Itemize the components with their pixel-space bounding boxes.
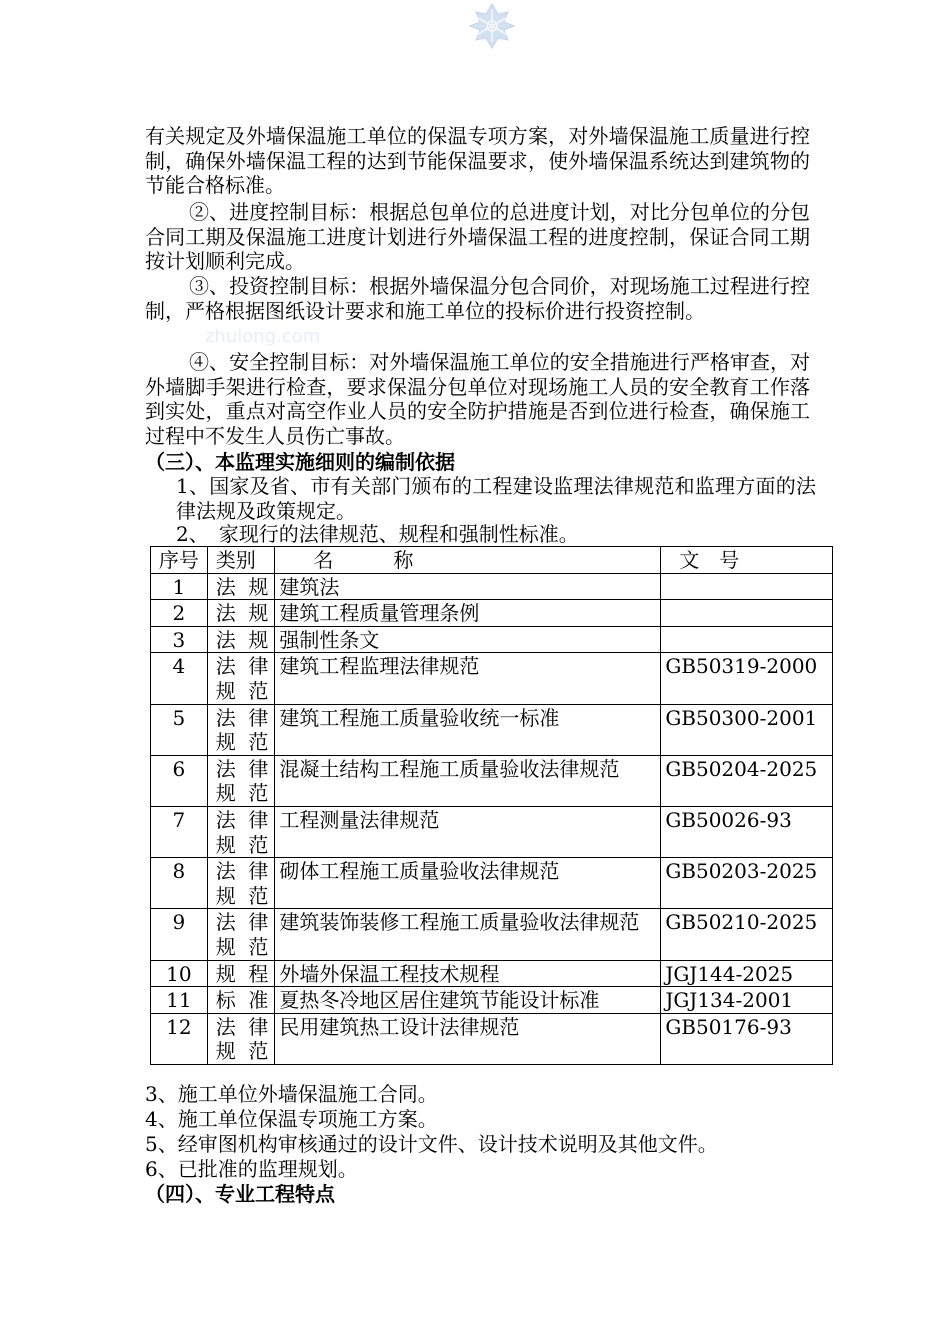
cell-name: 建筑工程施工质量验收统一标准 [275, 704, 661, 755]
cell-name: 混凝土结构工程施工质量验收法律规范 [275, 755, 661, 806]
header-category: 类别 [207, 547, 275, 574]
basis-item-4: 4、施工单位保温专项施工方案。 [145, 1107, 438, 1131]
cell-no: 10 [151, 960, 208, 987]
cell-category: 规程 [207, 960, 275, 987]
cell-category: 法规 [207, 573, 275, 600]
paragraph-investment-target [145, 274, 810, 323]
cell-category: 法律规范 [207, 806, 275, 857]
cell-name: 工程测量法律规范 [275, 806, 661, 857]
cell-category: 法规 [207, 600, 275, 627]
cell-no: 11 [151, 987, 208, 1014]
table-row [151, 960, 833, 987]
table-row [151, 909, 833, 960]
cell-name: 砌体工程施工质量验收法律规范 [275, 858, 661, 909]
basis-item-5: 5、经审图机构审核通过的设计文件、设计技术说明及其他文件。 [145, 1132, 718, 1156]
table-row [151, 653, 833, 704]
cell-no: 1 [151, 573, 208, 600]
cell-code: GB50319-2000 [661, 653, 833, 704]
cell-no: 5 [151, 704, 208, 755]
cell-category: 法律规范 [207, 909, 275, 960]
cell-name: 强制性条文 [275, 626, 661, 653]
cell-name: 建筑装饰装修工程施工质量验收法律规范 [275, 909, 661, 960]
table-row [151, 573, 833, 600]
cell-no: 2 [151, 600, 208, 627]
table-row [151, 626, 833, 653]
regulations-table [150, 546, 833, 1065]
cell-category: 法规 [207, 626, 275, 653]
cell-category: 法律规范 [207, 1013, 275, 1064]
cell-no: 4 [151, 653, 208, 704]
cell-code: GB50176-93 [661, 1013, 833, 1064]
cell-code [661, 600, 833, 627]
cell-no: 8 [151, 858, 208, 909]
header-no: 序号 [151, 547, 208, 574]
section-heading-features: （四）、专业工程特点 [145, 1182, 335, 1206]
header-code: 文 号 [661, 547, 833, 574]
cell-code: GB50300-2001 [661, 704, 833, 755]
table-row [151, 987, 833, 1014]
cell-no: 6 [151, 755, 208, 806]
cell-code: GB50204-2025 [661, 755, 833, 806]
basis-item-3: 3、施工单位外墙保温施工合同。 [145, 1082, 438, 1106]
table-row [151, 1013, 833, 1064]
cell-code: JGJ144-2025 [661, 960, 833, 987]
cell-no: 7 [151, 806, 208, 857]
cell-category: 法律规范 [207, 653, 275, 704]
paragraph-text: ③、投资控制目标：根据外墙保温分包合同价，对现场施工过程进行控制，严格根据图纸设计要求和施工单位的投标价进行投资控制。 [145, 274, 810, 323]
cell-code: GB50210-2025 [661, 909, 833, 960]
table-row [151, 806, 833, 857]
cell-category: 标准 [207, 987, 275, 1014]
cell-name: 建筑工程监理法律规范 [275, 653, 661, 704]
cell-category: 法律规范 [207, 704, 275, 755]
basis-item-1: 1、国家及省、市有关部门颁布的工程建设监理法律规范和监理方面的法律法规及政策规定。 [176, 474, 816, 523]
table-row [151, 858, 833, 909]
basis-item-2: 2、 家现行的法律规范、规程和强制性标准。 [176, 522, 579, 546]
cell-code: GB50203-2025 [661, 858, 833, 909]
paragraph-text: ②、进度控制目标：根据总包单位的总进度计划，对比分包单位的分包合同工期及保温施工进度计划进行外墙保温工程的进度控制，保证合同工期按计划顺利完成。 [145, 200, 810, 274]
cell-no: 12 [151, 1013, 208, 1064]
cell-no: 3 [151, 626, 208, 653]
table-row [151, 704, 833, 755]
cell-name: 建筑工程质量管理条例 [275, 600, 661, 627]
cell-name: 外墙外保温工程技术规程 [275, 960, 661, 987]
paragraph-text: ④、安全控制目标：对外墙保温施工单位的安全措施进行严格审查，对外墙脚手架进行检查，要求保温分包单位对现场施工人员的安全教育工作落到实处，重点对高空作业人员的安全防护措施是否到位进行检查，确保施工过程中不发生人员伤亡事故。 [145, 350, 810, 448]
cell-code [661, 626, 833, 653]
header-name: 名 称 [275, 547, 661, 574]
snowflake-logo-icon [468, 2, 516, 50]
basis-item-6: 6、已批准的监理规划。 [145, 1157, 358, 1181]
paragraph-schedule-target [145, 200, 810, 274]
paragraph-quality-target [145, 124, 810, 198]
cell-code: JGJ134-2001 [661, 987, 833, 1014]
cell-name: 建筑法 [275, 573, 661, 600]
table-header-row [151, 547, 833, 574]
cell-category: 法律规范 [207, 858, 275, 909]
table-row [151, 600, 833, 627]
table-row [151, 755, 833, 806]
cell-name: 夏热冬冷地区居住建筑节能设计标准 [275, 987, 661, 1014]
cell-code [661, 573, 833, 600]
paragraph-safety-target [145, 350, 810, 448]
cell-no: 9 [151, 909, 208, 960]
cell-category: 法律规范 [207, 755, 275, 806]
cell-code: GB50026-93 [661, 806, 833, 857]
paragraph-text: 有关规定及外墙保温施工单位的保温专项方案，对外墙保温施工质量进行控制，确保外墙保温工程的达到节能保温要求，使外墙保温系统达到建筑物的节能合格标准。 [145, 124, 810, 198]
watermark-text: zhulong.com [205, 326, 321, 347]
cell-name: 民用建筑热工设计法律规范 [275, 1013, 661, 1064]
section-heading-basis: （三）、本监理实施细则的编制依据 [145, 450, 455, 474]
